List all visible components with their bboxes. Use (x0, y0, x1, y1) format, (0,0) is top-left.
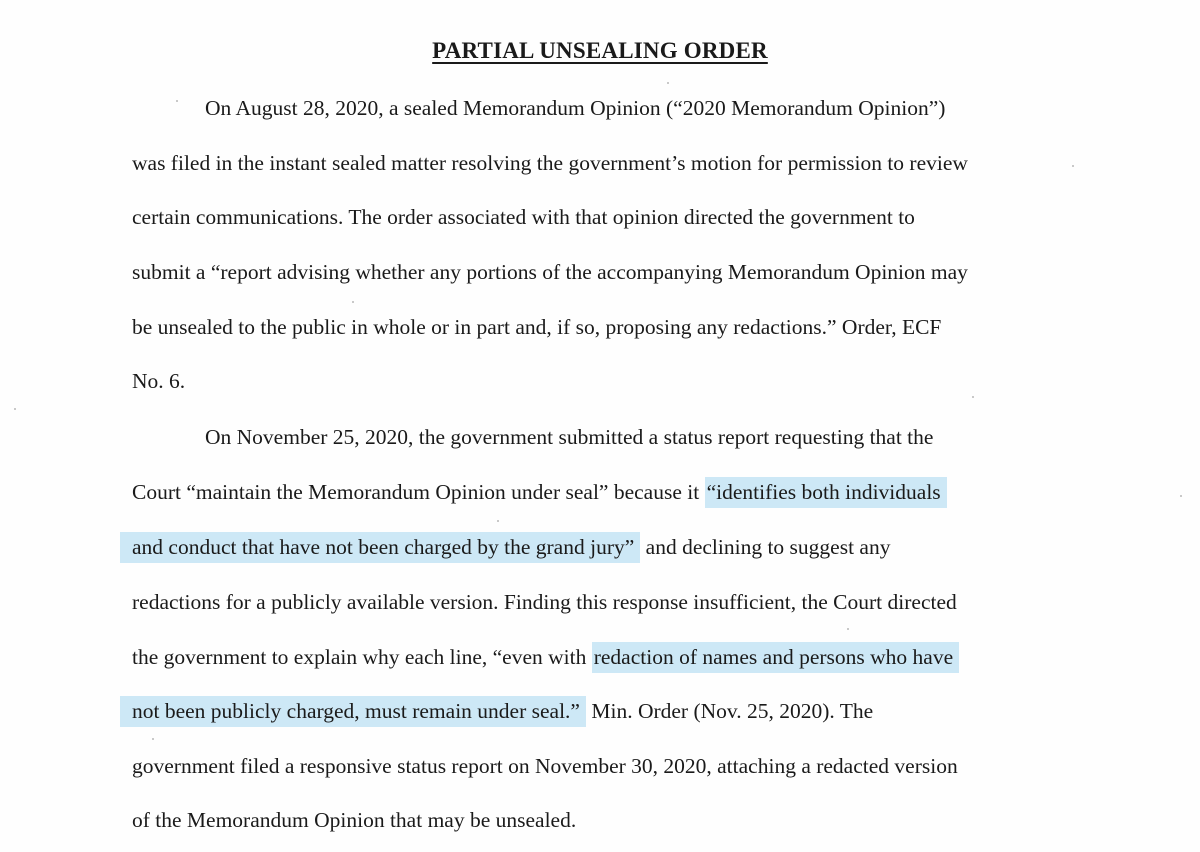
scan-speck (667, 82, 669, 84)
paragraph-2-line-5 (132, 643, 959, 671)
highlighted-quote-1-start: “identifies both individuals (705, 477, 947, 508)
highlighted-quote-2-end: not been publicly charged, must remain under seal.” (120, 696, 586, 727)
paragraph-2-line-2-text: Court “maintain the Memorandum Opinion under seal” because it (132, 480, 705, 504)
paragraph-2-line-5-text: the government to explain why each line, “even with (132, 645, 592, 669)
paragraph-1-line-3: certain communications. The order associated with that opinion directed the government to (132, 205, 915, 229)
paragraph-2-line-3 (132, 533, 890, 561)
paragraph-2-line-1: On November 25, 2020, the government submitted a status report requesting that the (205, 425, 934, 449)
paragraph-1-line-2: was filed in the instant sealed matter resolving the government’s motion for permission to review (132, 151, 968, 175)
paragraph-2-line-6 (132, 697, 873, 725)
paragraph-1-line-4: submit a “report advising whether any portions of the accompanying Memorandum Opinion may (132, 260, 968, 284)
highlighted-quote-2-start: redaction of names and persons who have (592, 642, 959, 673)
scan-speck (847, 628, 849, 630)
scan-speck (497, 520, 499, 522)
paragraph-1-line-6: No. 6. (132, 369, 186, 393)
scan-speck (1180, 495, 1182, 497)
paragraph-1-line-5: be unsealed to the public in whole or in part and, if so, proposing any redactions.” Order, ECF (132, 315, 942, 339)
paragraph-2-line-2 (132, 478, 947, 506)
paragraph-2-line-7: government filed a responsive status report on November 30, 2020, attaching a redacted version (132, 754, 958, 778)
paragraph-1-line-1: On August 28, 2020, a sealed Memorandum Opinion (“2020 Memorandum Opinion”) (205, 96, 946, 120)
scan-speck (972, 396, 974, 398)
paragraph-2-line-4: redactions for a publicly available version. Finding this response insufficient, the Court directed (132, 590, 957, 614)
page-title: PARTIAL UNSEALING ORDER (432, 38, 768, 63)
paragraph-2-line-8: of the Memorandum Opinion that may be unsealed. (132, 808, 577, 832)
scan-speck (352, 301, 354, 303)
scan-speck (176, 100, 178, 102)
highlighted-quote-1-end: and conduct that have not been charged by the grand jury” (120, 532, 640, 563)
scan-speck (14, 408, 16, 410)
scan-speck (152, 738, 154, 740)
paragraph-2-line-3-text: and declining to suggest any (640, 535, 891, 559)
paragraph-2-line-6-text: Min. Order (Nov. 25, 2020). The (585, 699, 874, 723)
scan-speck (1072, 165, 1074, 167)
